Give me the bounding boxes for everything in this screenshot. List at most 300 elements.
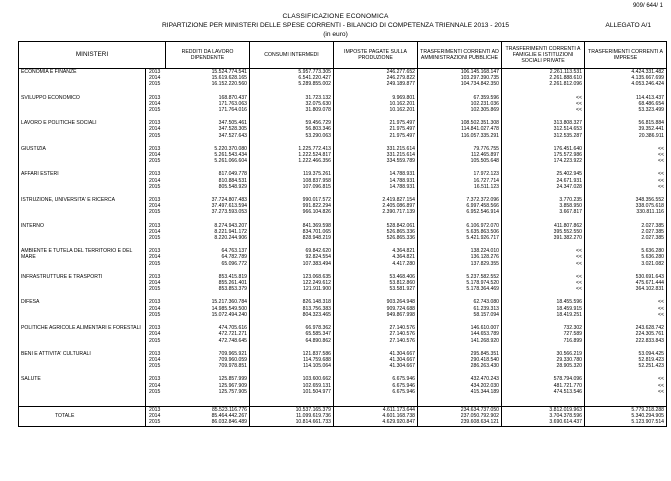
value-cell: 16.152.220.560 <box>166 81 250 87</box>
year-cell: 2013 <box>149 145 161 152</box>
value-cell: 28.905.320 <box>502 363 585 369</box>
spacer-cell <box>146 344 166 351</box>
value-cell: 10.162.201 <box>334 107 418 113</box>
value-cell: 37.273.593.053 <box>166 209 250 215</box>
spacer-cell <box>146 369 166 376</box>
value-cell: 56.815.884 <box>585 120 667 126</box>
spacer-row <box>19 113 667 120</box>
year-cell: 2015 <box>149 286 161 293</box>
ministry-name: SALUTE <box>19 376 146 395</box>
value-cell: 224.305.761 <box>585 331 667 337</box>
value-cell: 813.756.383 <box>250 306 334 312</box>
spacer-cell <box>418 164 502 171</box>
spacer-cell <box>334 241 418 248</box>
value-cell: 30.566.219 <box>502 351 585 357</box>
value-cell: 14.985.549.500 <box>166 306 250 312</box>
value-cell: << <box>502 248 585 254</box>
value-cell: 834.701.065 <box>250 229 334 235</box>
spacer-cell <box>146 88 166 95</box>
allegato-label: ALLEGATO A/1 <box>605 22 651 29</box>
value-cell: 286.263.430 <box>418 363 502 369</box>
value-cell: 103.297.390.735 <box>418 75 502 81</box>
value-cell: 14.788.931 <box>334 171 418 177</box>
spacer-cell <box>166 267 250 274</box>
year-cell: 2014 <box>149 75 161 82</box>
value-cell: 6.541.220.427 <box>250 75 334 81</box>
value-cell: << <box>502 101 585 107</box>
year-cell: 2013 <box>149 248 161 255</box>
column-header: REDDITI DA LAVORO DIPENDENTE <box>166 42 250 69</box>
value-cell: 530.691.643 <box>585 274 667 280</box>
value-cell: 102.659.131 <box>250 383 334 389</box>
ministry-name: GIUSTIZIA <box>19 146 146 165</box>
value-cell: 364.102.831 <box>585 286 667 292</box>
spacer-cell <box>334 318 418 325</box>
value-cell: 121.837.586 <box>250 351 334 357</box>
value-cell: 348.356.552 <box>585 197 667 203</box>
value-cell: 41.304.667 <box>334 351 418 357</box>
column-header: CONSUMI INTERMEDI <box>250 42 334 69</box>
value-cell: 125.757.905 <box>166 389 250 395</box>
unit-label: (in euro) <box>323 31 348 38</box>
value-cell: 65.585.347 <box>250 331 334 337</box>
value-cell: 146.610.007 <box>418 325 502 331</box>
spacer-cell <box>19 267 146 274</box>
value-cell: 5.261.066.604 <box>166 158 250 164</box>
value-cell: 103.600.662 <box>250 376 334 382</box>
value-cell: 2.261.812.096 <box>502 81 585 87</box>
table-row <box>19 69 667 76</box>
spacer-cell <box>502 88 585 95</box>
spacer-row <box>19 88 667 95</box>
value-cell: 108.837.958 <box>250 178 334 184</box>
value-cell: 2.419.827.154 <box>334 197 418 203</box>
year-cell: 2014 <box>149 254 161 261</box>
spacer-cell <box>166 164 250 171</box>
value-cell: 528.842.061 <box>334 223 418 229</box>
spacer-cell <box>502 267 585 274</box>
value-cell: << <box>585 184 667 190</box>
year-cell: 2015 <box>149 107 161 114</box>
total-value-cell: 239.608.634.121 <box>418 419 502 426</box>
value-cell: 1.222.524.817 <box>250 152 334 158</box>
value-cell: 176.451.640 <box>502 146 585 152</box>
year-cell: 2013 <box>149 69 161 75</box>
spacer-cell <box>502 344 585 351</box>
value-cell: 1.222.466.356 <box>250 158 334 164</box>
year-cell: 2014 <box>149 280 161 287</box>
value-cell: 841.369.598 <box>250 223 334 229</box>
value-cell: 853.853.379 <box>166 286 250 292</box>
spacer-cell <box>418 241 502 248</box>
spacer-cell <box>418 267 502 274</box>
total-value-cell: 4.629.920.847 <box>334 419 418 426</box>
total-value-cell: 86.032.846.489 <box>166 419 250 426</box>
value-cell: 24.347.028 <box>502 184 585 190</box>
value-cell: 246.277.652 <box>334 69 418 76</box>
value-cell: 106.145.168.147 <box>418 69 502 76</box>
value-cell: 475.671.444 <box>585 280 667 286</box>
value-cell: 27.140.576 <box>334 331 418 337</box>
value-cell: 141.268.920 <box>418 338 502 344</box>
document-subtitle: RIPARTIZIONE PER MINISTERI DELLE SPESE CORRENTI - BILANCIO DI COMPETENZA TRIENNALE 2013 - 2015 <box>162 22 509 29</box>
spacer-row <box>19 241 667 248</box>
total-row <box>19 406 667 413</box>
ministry-name: AFFARI ESTERI <box>19 171 146 190</box>
value-cell: 909.724.688 <box>334 306 418 312</box>
value-cell: 37.724.807.483 <box>166 197 250 203</box>
value-cell: 53.812.860 <box>334 280 418 286</box>
year-cell: 2013 <box>149 197 161 204</box>
total-value-cell: 10.814.661.733 <box>250 419 334 426</box>
year-cell: 2013 <box>149 325 161 332</box>
spacer-cell <box>418 344 502 351</box>
value-cell: 222.833.843 <box>585 338 667 344</box>
spacer-cell <box>166 344 250 351</box>
spacer-cell <box>166 318 250 325</box>
value-cell: 105.505.648 <box>418 158 502 164</box>
spacer-cell <box>250 395 334 402</box>
value-cell: 3.021.082 <box>585 261 667 267</box>
year-cell: 2013 <box>149 222 161 229</box>
ministry-name: INTERNO <box>19 223 146 242</box>
value-cell: 69.842.620 <box>250 248 334 254</box>
value-cell: 2.027.385 <box>585 235 667 241</box>
value-cell: 24.671.931 <box>502 178 585 184</box>
spacer-cell <box>19 113 146 120</box>
spacer-cell <box>19 88 146 95</box>
spacer-cell <box>19 318 146 325</box>
spacer-cell <box>585 344 667 351</box>
value-cell: << <box>502 95 585 101</box>
spacer-cell <box>502 139 585 146</box>
value-cell: 312.514.653 <box>502 126 585 132</box>
total-value-cell: 3.704.378.596 <box>502 413 585 419</box>
value-cell: 107.096.815 <box>250 184 334 190</box>
total-value-cell: 11.099.619.736 <box>250 413 334 419</box>
spacer-cell <box>585 216 667 223</box>
value-cell: 121.911.900 <box>250 286 334 292</box>
value-cell: 1.225.772.413 <box>250 146 334 152</box>
value-cell: 709.960.059 <box>166 357 250 363</box>
value-cell: 31.723.132 <box>250 95 334 101</box>
spacer-cell <box>250 216 334 223</box>
value-cell: 6.952.546.914 <box>418 209 502 215</box>
year-cell: 2015 <box>149 132 161 139</box>
value-cell: 8.274.943.207 <box>166 223 250 229</box>
value-cell: 107.383.494 <box>250 261 334 267</box>
spacer-row <box>19 190 667 197</box>
spacer-cell <box>585 395 667 402</box>
value-cell: 53.581.927 <box>334 286 418 292</box>
value-cell: 37.497.613.594 <box>166 203 250 209</box>
total-label: TOTALE <box>19 413 146 419</box>
value-cell: 144.653.789 <box>418 331 502 337</box>
spacer-cell <box>19 164 146 171</box>
spacer-row <box>19 344 667 351</box>
total-value-cell: 3.812.019.963 <box>502 406 585 413</box>
value-cell: 21.975.497 <box>334 126 418 132</box>
spacer-cell <box>334 267 418 274</box>
value-cell: 334.559.789 <box>334 158 418 164</box>
spacer-cell <box>585 241 667 248</box>
value-cell: 481.721.770 <box>502 383 585 389</box>
spacer-cell <box>334 369 418 376</box>
year-cell: 2015 <box>149 235 161 242</box>
value-cell: 6.997.458.566 <box>418 203 502 209</box>
spacer-cell <box>146 113 166 120</box>
value-cell: 137.829.355 <box>418 261 502 267</box>
value-cell: 66.978.362 <box>250 325 334 331</box>
value-cell: 4.417.280 <box>334 261 418 267</box>
value-cell: 526.865.336 <box>334 229 418 235</box>
value-cell: 32.075.630 <box>250 101 334 107</box>
value-cell: 53.094.425 <box>585 351 667 357</box>
value-cell: 168.870.437 <box>166 95 250 101</box>
value-cell: << <box>585 312 667 318</box>
spacer-cell <box>166 292 250 299</box>
year-cell: 2015 <box>149 183 161 190</box>
year-cell: 2015 <box>146 419 166 426</box>
spacer-cell <box>19 139 146 146</box>
value-cell: 52.819.423 <box>585 357 667 363</box>
value-cell: 27.140.576 <box>334 338 418 344</box>
value-cell: 474.705.616 <box>166 325 250 331</box>
year-cell: 2013 <box>149 299 161 306</box>
value-cell: 949.867.998 <box>334 312 418 318</box>
spacer-cell <box>502 164 585 171</box>
spacer-cell <box>250 369 334 376</box>
value-cell: << <box>585 171 667 177</box>
value-cell: 391.382.270 <box>502 235 585 241</box>
total-value-cell: 5.340.294.905 <box>585 413 667 419</box>
column-header: TRASFERIMENTI CORRENTI A IMPRESE <box>585 42 667 69</box>
year-cell: 2015 <box>149 363 161 370</box>
value-cell: 15.524.774.541 <box>166 69 250 76</box>
value-cell: 114.413.437 <box>585 95 667 101</box>
spacer-cell <box>418 395 502 402</box>
spacer-cell <box>585 139 667 146</box>
spacer-cell <box>418 318 502 325</box>
value-cell: 347.528.305 <box>166 126 250 132</box>
value-cell: 6.675.946 <box>334 376 418 382</box>
value-cell: 2.261.113.531 <box>502 69 585 76</box>
value-cell: 415.344.189 <box>418 389 502 395</box>
year-cell: 2013 <box>149 273 161 280</box>
value-cell: 5.421.926.717 <box>418 235 502 241</box>
spacer-cell <box>19 190 146 197</box>
value-cell: 125.857.999 <box>166 376 250 382</box>
value-cell: 347.527.643 <box>166 133 250 139</box>
value-cell: 18.419.251 <box>502 312 585 318</box>
value-cell: 53.468.406 <box>334 274 418 280</box>
ministry-name: POLITICHE AGRICOLE ALIMENTARI E FORESTALI <box>19 325 146 344</box>
ministry-name: ECONOMIA E FINANZE <box>19 69 146 88</box>
spacer-cell <box>146 241 166 248</box>
spacer-cell <box>166 139 250 146</box>
value-cell: 338.075.618 <box>585 203 667 209</box>
value-cell: 125.967.909 <box>166 383 250 389</box>
spacer-cell <box>146 139 166 146</box>
value-cell: 64.890.862 <box>250 338 334 344</box>
year-cell: 2015 <box>149 209 161 216</box>
value-cell: 39.352.441 <box>585 126 667 132</box>
value-cell: 3.858.950 <box>502 203 585 209</box>
value-cell: 116.057.335.291 <box>418 133 502 139</box>
total-value-cell: 85.523.116.776 <box>166 406 250 413</box>
value-cell: 104.734.842.350 <box>418 81 502 87</box>
column-header: IMPOSTE PAGATE SULLA PRODUZIONE <box>334 42 418 69</box>
spacer-cell <box>146 292 166 299</box>
spacer-cell <box>418 139 502 146</box>
value-cell: 5.636.280 <box>585 248 667 254</box>
value-cell: 331.215.614 <box>334 152 418 158</box>
value-cell: 58.157.094 <box>418 312 502 318</box>
year-cell: 2015 <box>149 311 161 318</box>
value-cell: 59.456.729 <box>250 120 334 126</box>
value-cell: 112.465.897 <box>418 152 502 158</box>
spacer-cell <box>19 369 146 376</box>
value-cell: 5.636.280 <box>585 254 667 260</box>
value-cell: 79.776.755 <box>418 146 502 152</box>
value-cell: 4.053.246.424 <box>585 81 667 87</box>
value-cell: 29.330.780 <box>502 357 585 363</box>
spacer-cell <box>502 292 585 299</box>
spacer-cell <box>585 318 667 325</box>
value-cell: 2.027.385 <box>585 229 667 235</box>
document-header <box>0 12 671 39</box>
value-cell: 290.418.540 <box>418 357 502 363</box>
column-header: TRASFERIMENTI CORRENTI AD AMMINISTRAZIONI PUBBLICHE <box>418 42 502 69</box>
year-cell: 2014 <box>149 100 161 107</box>
ministry-name: LAVORO E POLITICHE SOCIALI <box>19 120 146 139</box>
value-cell: << <box>585 178 667 184</box>
value-cell: 16.511.123 <box>418 184 502 190</box>
value-cell: 41.304.667 <box>334 363 418 369</box>
value-cell: 53.290.063 <box>250 133 334 139</box>
value-cell: 102.231.036 <box>418 101 502 107</box>
value-cell: 249.189.877 <box>334 81 418 87</box>
value-cell: 15.217.360.784 <box>166 299 250 305</box>
ministry-name: ISTRUZIONE, UNIVERSITA' E RICERCA <box>19 197 146 216</box>
year-cell: 2013 <box>149 120 161 127</box>
year-cell: 2014 <box>149 382 161 389</box>
value-cell: 395.552.550 <box>502 229 585 235</box>
spacer-cell <box>585 88 667 95</box>
value-cell: 526.865.336 <box>334 235 418 241</box>
value-cell: 5.635.863.506 <box>418 229 502 235</box>
document-title: CLASSIFICAZIONE ECONOMICA <box>282 13 389 20</box>
spacer-row <box>19 164 667 171</box>
value-cell: 6.675.946 <box>334 383 418 389</box>
year-cell: 2014 <box>149 331 161 338</box>
ministry-name: BENI E ATTIVITA' CULTURALI <box>19 351 146 370</box>
spacer-cell <box>334 344 418 351</box>
spacer-cell <box>166 395 250 402</box>
value-cell: 853.415.819 <box>166 274 250 280</box>
value-cell: 114.841.027.478 <box>418 126 502 132</box>
value-cell: << <box>585 389 667 395</box>
value-cell: << <box>585 306 667 312</box>
value-cell: 4.135.667.699 <box>585 75 667 81</box>
value-cell: << <box>585 299 667 305</box>
spacer-cell <box>418 190 502 197</box>
value-cell: 21.975.497 <box>334 120 418 126</box>
value-cell: 810.884.531 <box>166 178 250 184</box>
value-cell: << <box>502 280 585 286</box>
value-cell: 5.237.582.552 <box>418 274 502 280</box>
year-cell: 2014 <box>149 356 161 363</box>
value-cell: 136.128.276 <box>418 254 502 260</box>
value-cell: 15.072.494.240 <box>166 312 250 318</box>
value-cell: 578.794.096 <box>502 376 585 382</box>
value-cell: 101.504.977 <box>250 389 334 395</box>
value-cell: 709.978.851 <box>166 363 250 369</box>
value-cell: 5.261.543.434 <box>166 152 250 158</box>
year-cell: 2014 <box>149 228 161 235</box>
year-cell: 2013 <box>149 376 161 383</box>
total-row <box>19 419 667 426</box>
year-cell: 2015 <box>149 260 161 267</box>
spacer-cell <box>250 292 334 299</box>
spacer-cell <box>502 216 585 223</box>
spacer-cell <box>585 267 667 274</box>
spacer-cell <box>19 292 146 299</box>
spacer-cell <box>502 318 585 325</box>
value-cell: 6.675.946 <box>334 389 418 395</box>
value-cell: 472.721.271 <box>166 331 250 337</box>
value-cell: 171.764.016 <box>166 107 250 113</box>
ministry-name: INFRASTRUTTURE E TRASPORTI <box>19 274 146 293</box>
value-cell: 313.808.327 <box>502 120 585 126</box>
value-cell: 114.759.688 <box>250 357 334 363</box>
value-cell: 8.220.244.906 <box>166 235 250 241</box>
value-cell: << <box>502 107 585 113</box>
value-cell: 330.811.116 <box>585 209 667 215</box>
value-cell: 7.372.372.096 <box>418 197 502 203</box>
total-value-cell: 5.779.218.288 <box>585 406 667 413</box>
value-cell: << <box>502 261 585 267</box>
spacer-cell <box>502 369 585 376</box>
value-cell: 25.402.945 <box>502 171 585 177</box>
value-cell: 122.249.612 <box>250 280 334 286</box>
value-cell: 64.763.137 <box>166 248 250 254</box>
value-cell: 472.748.645 <box>166 338 250 344</box>
value-cell: 108.502.351.308 <box>418 120 502 126</box>
value-cell: 15.619.628.165 <box>166 75 250 81</box>
value-cell: 8.221.941.172 <box>166 229 250 235</box>
value-cell: 52.251.423 <box>585 363 667 369</box>
value-cell: 4.364.821 <box>334 254 418 260</box>
value-cell: 991.822.294 <box>250 203 334 209</box>
total-label <box>19 406 146 413</box>
ministry-name: DIFESA <box>19 299 146 318</box>
page-reference: 909/ 644/ 1 <box>632 3 663 9</box>
spacer-cell <box>250 88 334 95</box>
value-cell: 138.224.010 <box>418 248 502 254</box>
value-cell: 56.803.346 <box>250 126 334 132</box>
spacer-cell <box>166 369 250 376</box>
spacer-cell <box>334 395 418 402</box>
spacer-cell <box>146 395 166 402</box>
value-cell: 312.535.287 <box>502 133 585 139</box>
year-cell: 2013 <box>149 406 161 413</box>
value-cell: << <box>585 376 667 382</box>
value-cell: 17.972.123 <box>418 171 502 177</box>
total-value-cell: 4.601.168.738 <box>334 413 418 419</box>
value-cell: << <box>502 254 585 260</box>
value-cell: 411.807.862 <box>502 223 585 229</box>
